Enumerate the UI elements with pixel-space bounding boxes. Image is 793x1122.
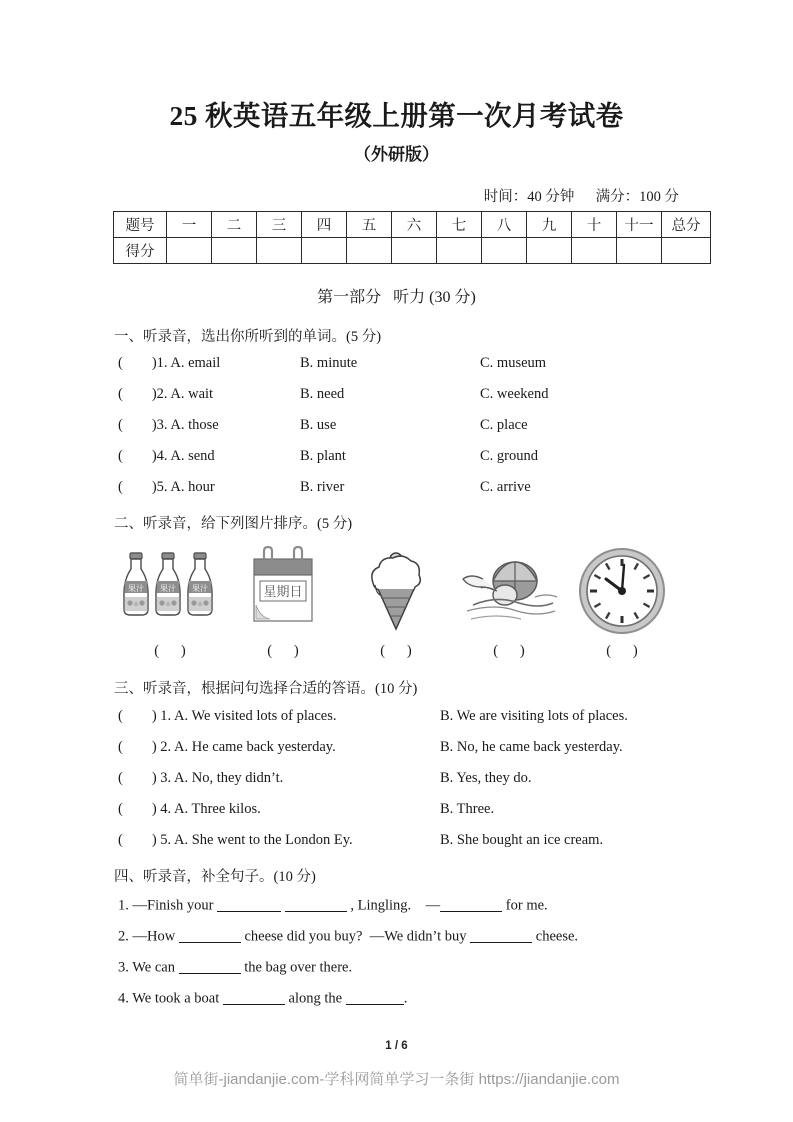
question-1-4-option-c[interactable]: C. ground [480,448,538,464]
question-number: 3. [118,959,129,976]
score-cell-4[interactable] [302,238,347,264]
juice-bottles-image [114,545,226,637]
question-1-4 [118,448,215,465]
question-4-3 [118,958,352,977]
question-1-1-option-b[interactable]: B. minute [300,355,358,371]
question-1-2 [118,386,213,403]
sentence-dash: — [425,897,441,914]
answer-blank[interactable] [223,989,285,1005]
page-title: 25 秋英语五年级上册第一次月考试卷 [169,100,624,131]
column-header-4: 四 [302,212,347,238]
sentence-text: We took a boat [132,990,220,1007]
column-header-2: 二 [212,212,257,238]
question-number: 4. [160,801,172,817]
page-subtitle: （外研版） [354,145,439,164]
column-header-9: 九 [527,212,572,238]
question-3-1-option-b[interactable]: B. We are visiting lots of places. [440,708,628,724]
option-a[interactable]: A. those [170,417,219,433]
question-number: 2. [156,386,168,402]
question-3-5-option-b[interactable]: B. She bought an ice cream. [440,832,604,848]
swimmer-image [453,545,565,637]
answer-blank[interactable] [470,927,532,943]
answer-bracket[interactable]: ( ) [118,479,157,495]
option-a[interactable]: A. Three kilos. [174,801,261,817]
picture-row [114,545,680,637]
sentence-period: . [403,990,408,1007]
sentence-text: —We didn’t buy [369,928,467,945]
row-label-score: 得分 [114,238,167,264]
watermark: 简单街-jiandanjie.com-学科网简单学习一条街 https://jiandanjie.com [173,1071,620,1088]
column-header-10: 十 [572,212,617,238]
answer-blank[interactable] [217,896,281,912]
svg-text:果汁: 果汁 [160,584,176,593]
picture-answer-3[interactable]: ( ) [380,643,412,659]
score-cell-10[interactable] [572,238,617,264]
question-3-4 [118,801,261,818]
question-4-4 [118,989,407,1008]
section-2-heading: 二、听录音，给下列图片排序。(5 分) [114,516,353,532]
question-1-3-option-b[interactable]: B. use [300,417,337,433]
picture-answer-5[interactable]: ( ) [606,643,638,659]
question-number: 3. [156,417,168,433]
score-cell-8[interactable] [482,238,527,264]
answer-bracket[interactable]: ( ) [118,355,157,371]
exam-meta [484,185,679,206]
picture-answer-2[interactable]: ( ) [267,643,299,659]
question-4-1 [118,896,548,915]
sentence-text: , Lingling. [350,897,412,914]
answer-blank[interactable] [179,958,241,974]
score-cell-11[interactable] [617,238,662,264]
section-1-heading: 一、听录音，选出你所听到的单词。(5 分) [114,329,382,345]
full-marks-label: 满分：100 分 [595,189,679,205]
svg-text:果汁: 果汁 [192,584,208,593]
column-header-5: 五 [347,212,392,238]
sentence-text: cheese. [535,928,579,945]
time-label: 时间：40 分钟 [483,189,575,205]
question-1-1-option-c[interactable]: C. museum [480,355,547,371]
score-cell-6[interactable] [392,238,437,264]
question-1-2-option-b[interactable]: B. need [300,386,345,402]
part-one-title: 听力 (30 分) [393,289,476,306]
question-number: 3. [160,770,172,786]
question-1-5 [118,479,215,496]
score-cell-5[interactable] [347,238,392,264]
question-number: 1. [156,355,168,371]
question-number: 5. [160,832,172,848]
question-3-5 [118,832,353,849]
score-cell-3[interactable] [257,238,302,264]
row-label-question-number: 题号 [114,212,167,238]
sentence-text: for me. [505,897,548,914]
answer-blank[interactable] [440,896,502,912]
option-a[interactable]: A. email [170,355,221,371]
question-1-3 [118,417,219,434]
answer-blank[interactable] [285,896,347,912]
sentence-text: along the [288,990,343,1007]
option-a[interactable]: A. send [170,448,215,464]
column-header-8: 八 [482,212,527,238]
option-a[interactable]: A. hour [170,479,215,495]
sentence-text: cheese did you buy? [244,928,363,945]
table-row-question-numbers [114,212,711,238]
answer-bracket[interactable]: ( ) [118,832,157,848]
answer-blank[interactable] [346,989,404,1005]
question-3-2-option-b[interactable]: B. No, he came back yesterday. [440,739,623,755]
part-one-heading [0,284,793,307]
table-row-scores [114,238,711,264]
question-number: 2. [118,928,129,945]
option-a[interactable]: A. He came back yesterday. [174,739,336,755]
answer-bracket[interactable]: ( ) [118,708,157,724]
option-a[interactable]: A. No, they didn’t. [174,770,284,786]
question-3-2 [118,739,336,756]
score-cell-1[interactable] [167,238,212,264]
column-header-6: 六 [392,212,437,238]
sentence-text: —How [132,928,176,945]
option-a[interactable]: A. wait [170,386,214,402]
question-1-5-option-b[interactable]: B. river [300,479,345,495]
part-one-label: 第一部分 [317,289,382,306]
sentence-text: the bag over there. [244,959,353,976]
column-header-1: 一 [167,212,212,238]
picture-answer-row [114,643,680,665]
ice-cream-image [340,545,452,637]
answer-bracket[interactable]: ( ) [118,739,157,755]
answer-bracket[interactable]: ( ) [118,801,157,817]
question-number: 1. [160,708,172,724]
sentence-text: —Finish your [132,897,214,914]
question-number: 4. [118,990,129,1007]
picture-answer-1[interactable]: ( ) [154,643,186,659]
question-number: 5. [156,479,168,495]
question-1-3-option-c[interactable]: C. place [480,417,528,433]
question-3-3-option-b[interactable]: B. Yes, they do. [440,770,532,786]
section-3-heading: 三、听录音，根据问句选择合适的答语。(10 分) [114,681,418,697]
answer-bracket[interactable]: ( ) [118,770,157,786]
picture-answer-4[interactable]: ( ) [493,643,525,659]
score-cell-9[interactable] [527,238,572,264]
clock-image [566,545,678,637]
question-1-5-option-c[interactable]: C. arrive [480,479,531,495]
column-header-7: 七 [437,212,482,238]
section-4-heading: 四、听录音，补全句子。(10 分) [114,869,316,885]
question-1-4-option-b[interactable]: B. plant [300,448,346,464]
question-number: 2. [160,739,172,755]
answer-bracket[interactable]: ( ) [118,417,157,433]
column-header-3: 三 [257,212,302,238]
answer-blank[interactable] [179,927,241,943]
svg-text:星期日: 星期日 [263,585,303,600]
answer-bracket[interactable]: ( ) [118,448,157,464]
question-1-2-option-c[interactable]: C. weekend [480,386,549,402]
option-a[interactable]: A. She went to the London Ey. [174,832,353,848]
page-number: 1 / 6 [385,1040,408,1052]
question-1-1 [118,355,220,372]
svg-text:果汁: 果汁 [128,584,144,593]
score-cell-7[interactable] [437,238,482,264]
sentence-text: We can [132,959,175,976]
question-3-4-option-b[interactable]: B. Three. [440,801,495,817]
question-number: 4. [156,448,168,464]
calendar-image [227,545,339,637]
question-number: 1. [118,897,129,914]
question-3-1 [118,708,336,725]
score-cell-total[interactable] [662,238,711,264]
option-a[interactable]: A. We visited lots of places. [174,708,337,724]
answer-bracket[interactable]: ( ) [118,386,157,402]
score-table [113,211,711,264]
column-header-11: 十一 [617,212,662,238]
score-cell-2[interactable] [212,238,257,264]
question-4-2 [118,927,578,946]
column-header-total: 总分 [662,212,711,238]
question-3-3 [118,770,283,787]
